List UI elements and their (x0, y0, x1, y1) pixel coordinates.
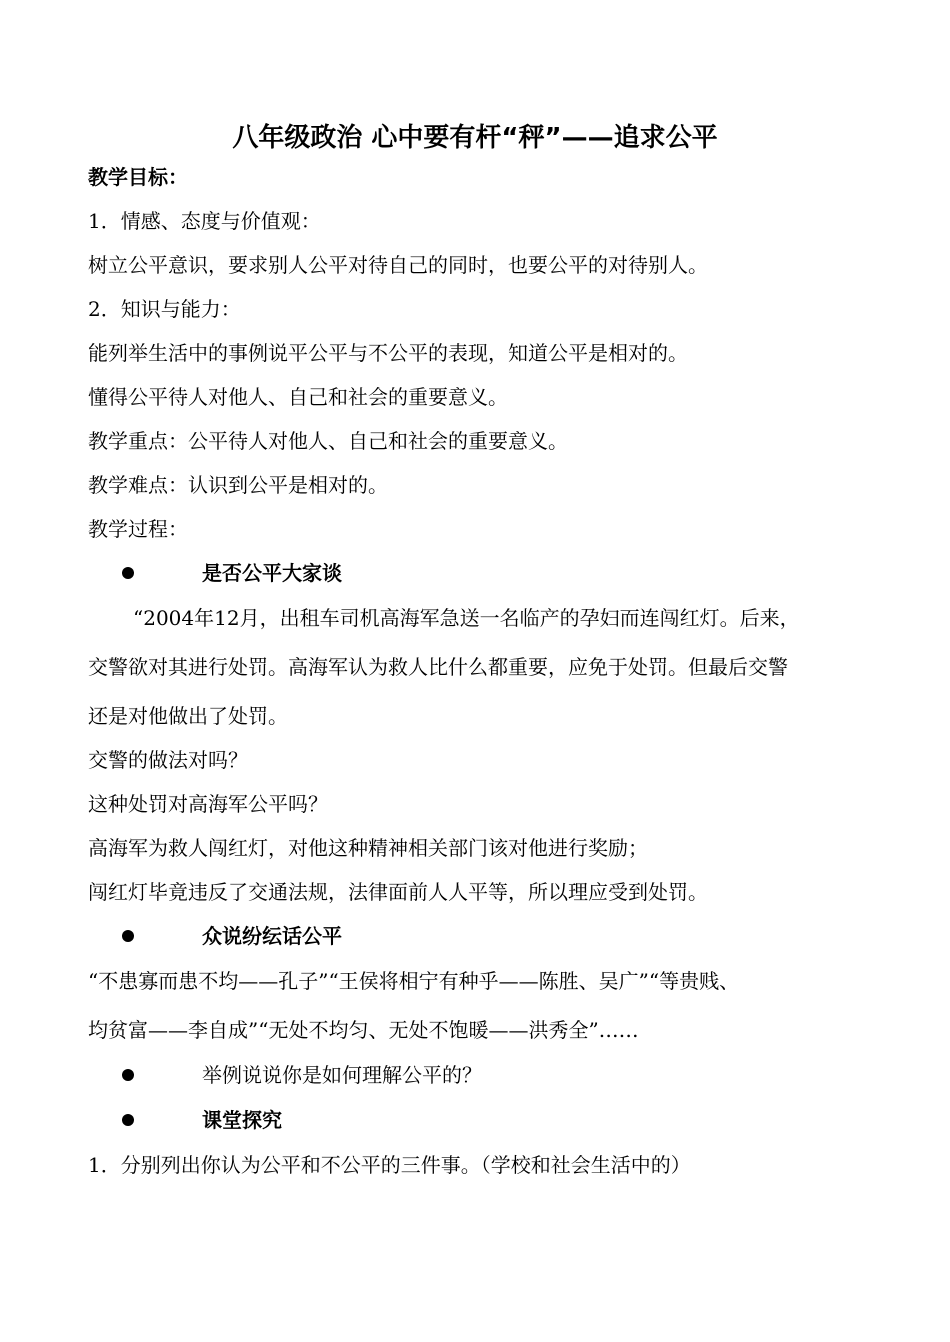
bullet-icon (122, 567, 134, 579)
view-2: 闯红灯毕竟违反了交通法规，法律面前人人平等，所以理应受到处罚。 (88, 880, 708, 904)
question-1: 交警的做法对吗？ (88, 748, 248, 772)
objective-2-text-b: 懂得公平待人对他人、自己和社会的重要意义。 (88, 385, 508, 409)
process-heading: 教学过程： (88, 517, 188, 541)
objective-2-text-a: 能列举生活中的事例说平公平与不公平的表现，知道公平是相对的。 (88, 341, 688, 365)
key-point: 教学重点：公平待人对他人、自己和社会的重要意义。 (88, 429, 568, 453)
question-2: 这种处罚对高海军公平吗？ (88, 792, 328, 816)
bullet-text: 是否公平大家谈 (202, 561, 342, 585)
bullet-text: 举例说说你是如何理解公平的？ (202, 1063, 482, 1087)
difficulty: 教学难点：认识到公平是相对的。 (88, 473, 388, 497)
objective-1-heading: 1．情感、态度与价值观： (88, 209, 321, 233)
bullet-text: 众说纷纭话公平 (202, 924, 342, 948)
objective-2-heading: 2．知识与能力： (88, 297, 241, 321)
objective-1-text: 树立公平意识，要求别人公平对待自己的同时，也要公平的对待别人。 (88, 253, 708, 277)
bullet-icon (122, 1069, 134, 1081)
task-1: 1．分别列出你认为公平和不公平的三件事。（学校和社会生活中的） (88, 1153, 691, 1177)
case-line-3: 还是对他做出了处罚。 (88, 704, 288, 728)
view-1: 高海军为救人闯红灯，对他这种精神相关部门该对他进行奖励； (88, 836, 648, 860)
bullet-icon (122, 1114, 134, 1126)
objectives-heading: 教学目标： (88, 165, 188, 189)
bullet-text: 课堂探究 (202, 1108, 282, 1132)
document-title: 八年级政治 心中要有杆“秤”——追求公平 (232, 123, 718, 153)
case-line-1: “2004年12月，出租车司机高海军急送一名临产的孕妇而连闯红灯。后来， (133, 606, 800, 630)
quotes-line-2: 均贫富——李自成”“无处不均匀、无处不饱暖——洪秀全”…… (88, 1018, 639, 1042)
quotes-line-1: “不患寡而患不均——孔子”“王侯将相宁有种乎——陈胜、吴广”“等贵贱、 (88, 969, 740, 993)
case-line-2: 交警欲对其进行处罚。高海军认为救人比什么都重要，应免于处罚。但最后交警 (88, 655, 788, 679)
bullet-icon (122, 930, 134, 942)
